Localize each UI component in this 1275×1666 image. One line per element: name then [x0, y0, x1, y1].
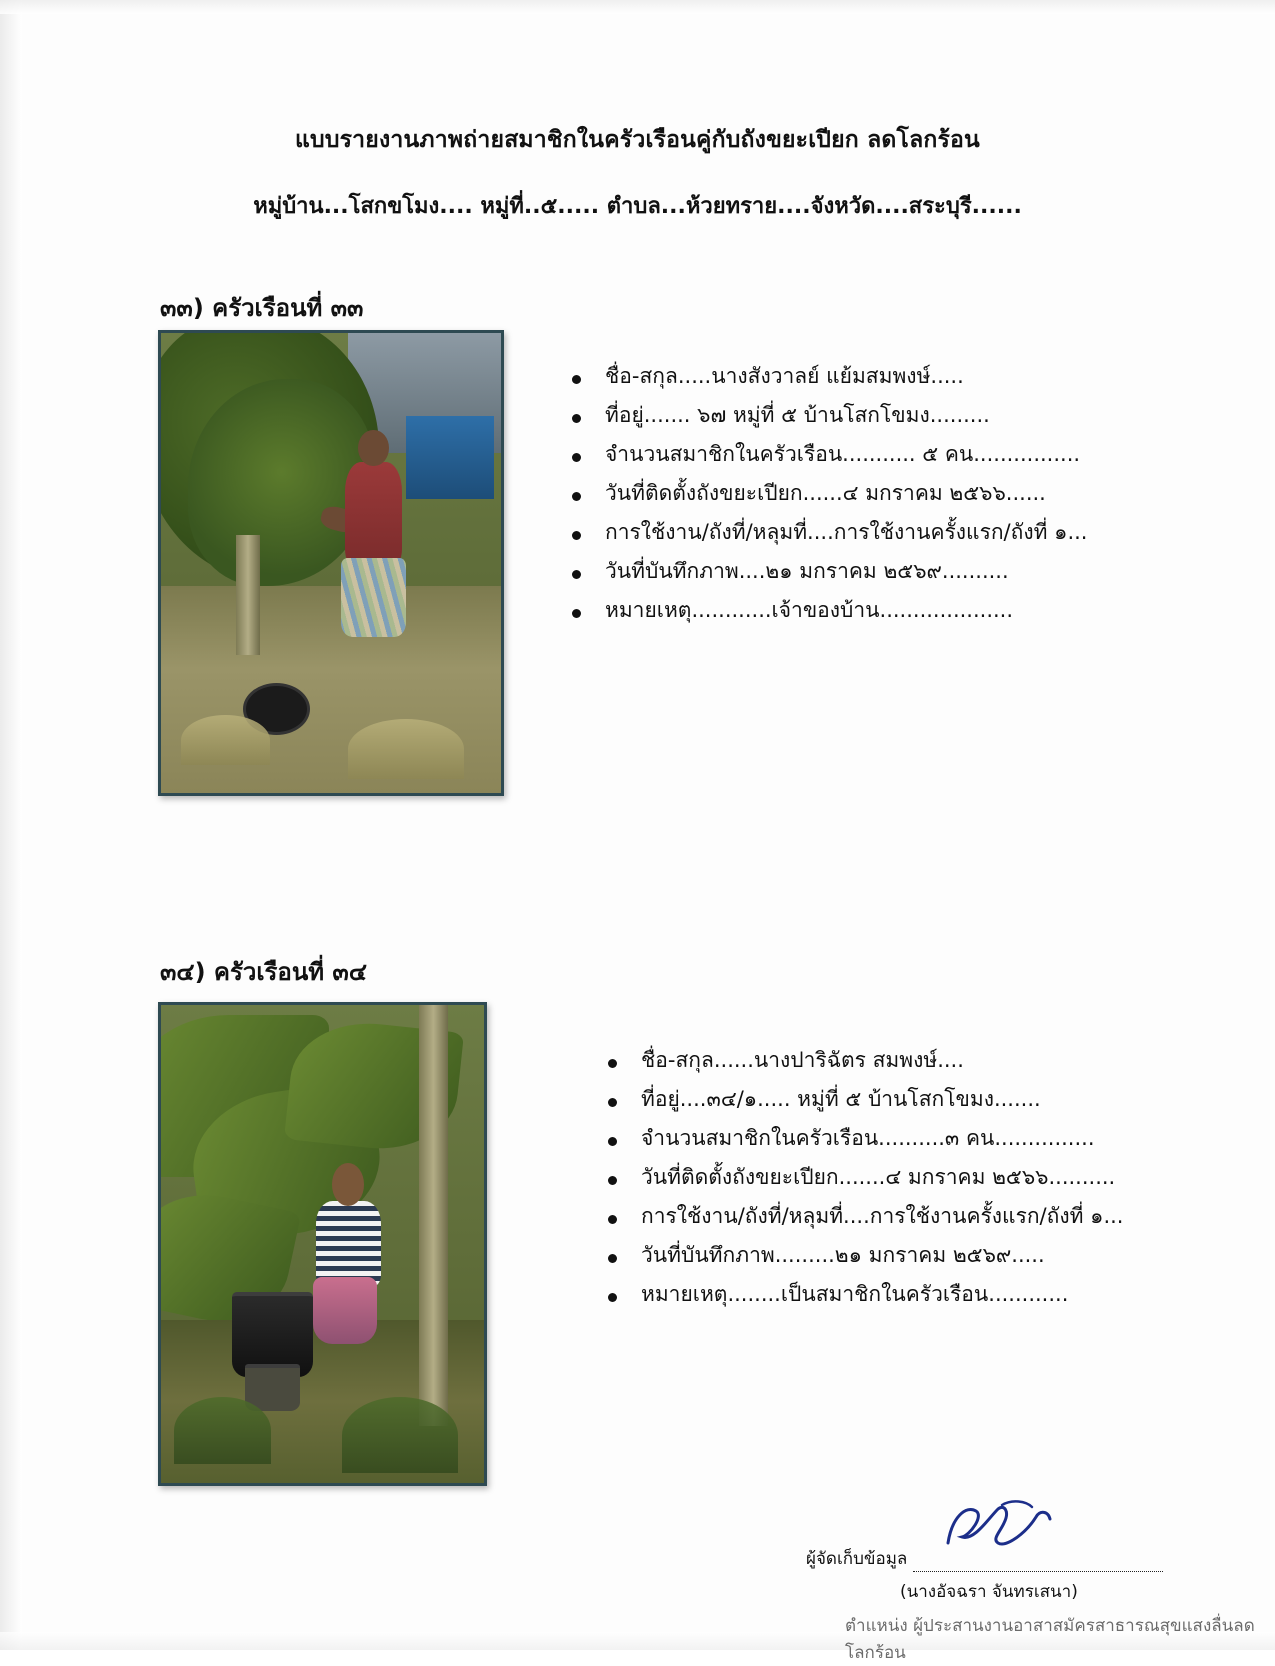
bullet-icon [572, 414, 581, 423]
grass-tuft [342, 1397, 458, 1473]
detail-item [572, 444, 1087, 465]
bullet-icon [608, 1176, 617, 1185]
bullet-icon [572, 453, 581, 462]
bullet-icon [572, 375, 581, 384]
document-title: แบบรายงานภาพถ่ายสมาชิกในครัวเรือนคู่กับถังขยะเปียก ลดโลกร้อน [295, 127, 980, 153]
bullet-icon [608, 1215, 617, 1224]
person-head [332, 1163, 364, 1206]
detail-remark: หมายเหตุ............เจ้าของบ้าน.................... [605, 598, 1014, 622]
detail-usage: การใช้งาน/ถังที่/หลุมที่....การใช้งานครั้งแรก/ถังที่ ๑... [605, 520, 1088, 544]
tree-trunk [236, 535, 260, 655]
detail-item [608, 1050, 1123, 1071]
grass-tuft [348, 719, 464, 779]
detail-item [608, 1206, 1123, 1227]
person-head [358, 430, 389, 467]
scan-edge-shadow-left [0, 0, 22, 1650]
household-heading-33: ๓๓) ครัวเรือนที่ ๓๓ [160, 294, 364, 322]
household-details-34 [608, 1050, 1123, 1323]
detail-item [572, 483, 1087, 504]
detail-name: ชื่อ-สกุล......นางปาริฉัตร สมพงษ์.... [641, 1048, 964, 1072]
house-blue-wall [406, 416, 494, 499]
household-photo-33 [158, 330, 504, 796]
detail-address: ที่อยู่....๓๔/๑..... หมู่ที่ ๕ บ้านโสกโขมง....... [641, 1087, 1041, 1111]
detail-photo-date: วันที่บันทึกภาพ.........๒๑ มกราคม ๒๕๖๙..... [641, 1243, 1045, 1267]
collector-role: ตำแหน่ง ผู้ประสานงานอาสาสมัครสาธารณสุขแสงลื่นลดโลกร้อน [845, 1616, 1255, 1663]
detail-member-count: จำนวนสมาชิกในครัวเรือน........... ๕ คน................ [605, 442, 1081, 466]
household-heading-34: ๓๔) ครัวเรือนที่ ๓๔ [160, 958, 367, 986]
collector-label: ผู้จัดเก็บข้อมูล [806, 1549, 908, 1569]
detail-item [608, 1128, 1123, 1149]
detail-photo-date: วันที่บันทึกภาพ....๒๑ มกราคม ๒๕๖๙.......... [605, 559, 1009, 583]
bullet-icon [572, 531, 581, 540]
detail-item [572, 522, 1087, 543]
detail-item [608, 1245, 1123, 1266]
collector-signature-row [806, 1545, 1163, 1572]
detail-item [608, 1284, 1123, 1305]
household-photo-34 [158, 1002, 487, 1486]
detail-install-date: วันที่ติดตั้งถังขยะเปียก.......๔ มกราคม ๒๕๖๖.......... [641, 1165, 1116, 1189]
bullet-icon [608, 1059, 617, 1068]
grass-tuft [174, 1397, 271, 1464]
household-details-33 [572, 366, 1087, 639]
bullet-icon [608, 1137, 617, 1146]
detail-item [572, 405, 1087, 426]
detail-item [572, 600, 1087, 621]
detail-item [608, 1167, 1123, 1188]
detail-item [608, 1089, 1123, 1110]
signature-line[interactable] [913, 1551, 1163, 1572]
bullet-icon [572, 609, 581, 618]
person-legs [313, 1277, 378, 1344]
document-subtitle: หมู่บ้าน...โสกขโมง.... หมู่ที่..๕..... ตำบล...ห้วยทราย....จังหวัด....สระบุรี...... [253, 194, 1022, 219]
banana-trunk [419, 1005, 448, 1426]
bullet-icon [572, 570, 581, 579]
detail-usage: การใช้งาน/ถังที่/หลุมที่....การใช้งานครั้งแรก/ถังที่ ๑... [641, 1204, 1124, 1228]
detail-install-date: วันที่ติดตั้งถังขยะเปียก......๔ มกราคม ๒๕๖๖...... [605, 481, 1046, 505]
detail-address: ที่อยู่....... ๖๗ หมู่ที่ ๕ บ้านโสกโขมง......... [605, 403, 990, 427]
bullet-icon [608, 1098, 617, 1107]
detail-item [572, 366, 1087, 387]
person-skirt [341, 558, 406, 636]
bucket-base [245, 1364, 300, 1411]
person-torso [316, 1201, 381, 1287]
person-torso [345, 462, 403, 568]
detail-remark: หมายเหตุ........เป็นสมาชิกในครัวเรือน............ [641, 1282, 1069, 1306]
detail-member-count: จำนวนสมาชิกในครัวเรือน..........๓ คน............... [641, 1126, 1095, 1150]
scan-edge-shadow-top [0, 0, 1275, 14]
bullet-icon [572, 492, 581, 501]
grass-tuft [181, 715, 269, 766]
collector-name: (นางอัจฉรา จันทรเสนา) [900, 1582, 1078, 1602]
detail-name: ชื่อ-สกุล.....นางสังวาลย์ แย้มสมพงษ์..... [605, 364, 964, 388]
detail-item [572, 561, 1087, 582]
bullet-icon [608, 1293, 617, 1302]
bullet-icon [608, 1254, 617, 1263]
